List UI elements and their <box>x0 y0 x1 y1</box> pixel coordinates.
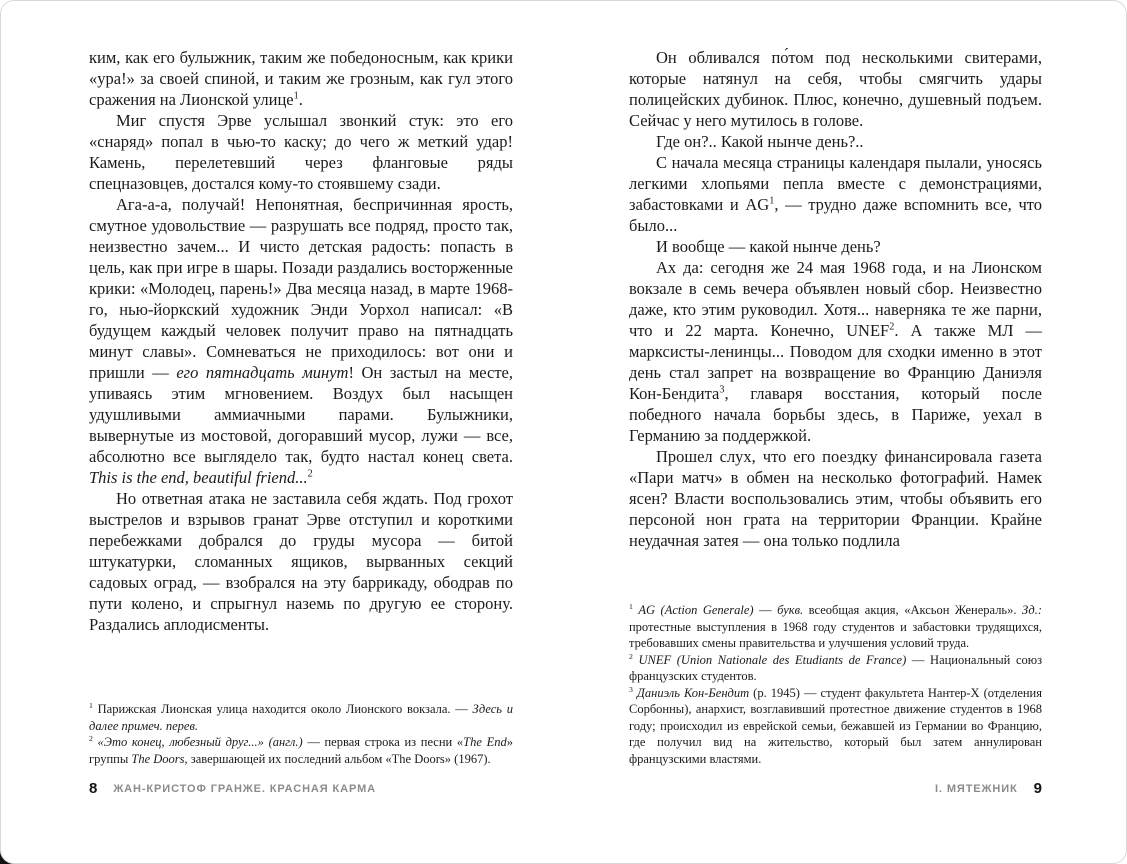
paragraph: Он обливался по́том под несколькими свитерами, которые натянул на себя, чтобы смягчить удары полицейских дубинок. Плюс, конечно, душевный подъем. Сейчас у него мутилось в голове. <box>628 48 1042 130</box>
left-page-body-text <box>89 47 513 635</box>
footnote: $^2$ UNEF (Union Nationale des Etudiants de France) — Национальный союз французских студентов. <box>628 651 1043 683</box>
paragraph: ким, как его булыжник, таким же победоносным, как крики «ура!» за своей спиной, и таким же грозным, как гул этого сражения на Лионской улице$^1$. <box>89 48 513 109</box>
left-page-footnotes <box>89 701 513 767</box>
running-title: ЖАН-КРИСТОФ ГРАНЖЕ. КРАСНАЯ КАРМА <box>113 782 376 795</box>
paragraph: Миг спустя Эрве услышал звонкий стук: это его «снаряд» попал в чью-то каску; до чего ж меткий удар! Камень, перелетевший через фланговые ряды спецназовцев, достался кому-то стоявшему сзади. <box>89 111 513 193</box>
footnote: $^2$ «Это конец, любезный друг...» (англ.) — первая строка из песни «The End» группы The Doors, завершающей их последний альбом «The Doors» (1967). <box>89 733 513 766</box>
page-number: 9 <box>1033 780 1042 797</box>
running-title: I. МЯТЕЖНИК <box>934 782 1018 795</box>
paragraph: Ага-а-а, получай! Непонятная, беспричинная ярость, смутное удовольствие — разрушать все подряд, просто так, неизвестно зачем... И чисто детская радость: попасть в цель, как при игре в шары. Позади раздались восторженные крики: «Молодец, парень!» Два месяца назад, в марте 1968-го, нью-йоркский художник Энди Уорхол написал: «В будущем каждый человек получит право на пятнадцать минут славы». Сомневаться не приходилось: вот они и пришли — его пятнадцать минут! Он застыл на месте, упиваясь этим мгновением. Воздух был насыщен удушливыми аммиачными парами. Булыжники, вывернутые из мостовой, догоравший мусор, лужи — все, абсолютно все выглядело так, будто настал конец света. This is the end, beautiful friend...$^2$ <box>89 195 513 487</box>
footnote: $^1$ AG (Action Generale) — букв. всеобщая акция, «Аксьон Женераль». Зд.: протестные выступления в 1968 году студентов и забастовки трудящихся, требовавших смены правительства и улучшения условий труда. <box>628 601 1042 650</box>
paragraph: С начала месяца страницы календаря пылали, уносясь легкими хлопьями пепла вместе с демонстрациями, забастовками и $AG^1$, — трудно даже вспомнить все, что было... <box>628 153 1042 235</box>
paragraph: И вообще — какой нынче день? <box>655 237 881 256</box>
paragraph: Прошел слух, что его поездку финансировала газета «Пари матч» в обмен на несколько фотографий. Намек ясен? Власти воспользовались этим, чтобы объявить его персоной нон грата на территории Франции. Крайне неудачная затея — она только подлила <box>628 447 1042 550</box>
right-page-footer <box>629 780 1042 797</box>
footnote: $^1$ Парижская Лионская улица находится около Лионского вокзала. — Здесь и далее примеч. перев. <box>89 700 513 733</box>
right-page-footnotes <box>629 602 1042 767</box>
right-page <box>629 47 1042 797</box>
footnote: $^3$ Даниэль Кон-Бендит (р. 1945) — студент факультета Нантер-Х (отделения Сорбонны), анархист, возглавивший протестное движение студентов в 1968 году; происходил из еврейской семьи, бежавшей из Германии во Францию, где получил вид на жительство, который был затем аннулирован французскими властями. <box>628 684 1042 766</box>
left-page <box>89 47 513 797</box>
right-page-body-text <box>629 47 1042 551</box>
paragraph: Где он?.. Какой нынче день?.. <box>655 132 864 151</box>
paragraph: Но ответная атака не заставила себя ждать. Под грохот выстрелов и взрывов гранат Эрве отступил и короткими перебежками добрался до груды мусора — битой штукатурки, сломанных ящиков, вырванных секций садовых оград, — взобрался на эту баррикаду, ободрав по пути колено, и спрыгнул наземь по другую ее сторону. Раздались аплодисменты. <box>89 489 513 634</box>
paragraph: Ах да: сегодня же 24 мая 1968 года, и на Лионском вокзале в семь вечера объявлен новый сбор. Неизвестно даже, кто этим руководил. Хотя... наверняка те же парни, что и 22 марта. Конечно, UNEF$^2$. А также МЛ — марксисты-ленинцы... Поводом для сходки именно в этот день стал запрет на возвращение во Францию Даниэля Кон-Бендита$^3$, главаря восстания, который после победного начала борьбы здесь, в Париже, уехал в Германию за поддержкой. <box>628 258 1042 445</box>
left-page-footer <box>89 780 513 797</box>
page-number: 8 <box>89 780 98 797</box>
